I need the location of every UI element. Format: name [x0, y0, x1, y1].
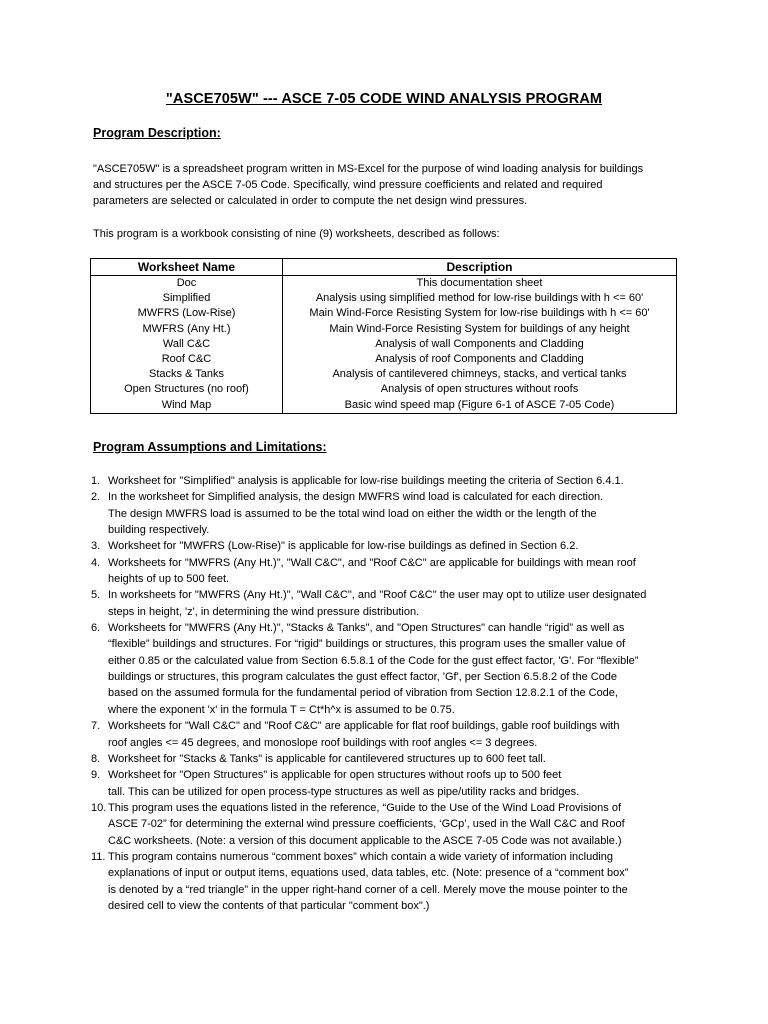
table-header-row [91, 259, 677, 276]
worksheet-name-cell: Stacks & Tanks [91, 367, 283, 382]
list-item-line: Worksheet for "Open Structures" is applicable for open structures without roofs up to 500 feet [108, 769, 562, 782]
list-item-line: ASCE 7-02” for determining the external wind pressure coefficients, ‘GCp’, used in the Wall C&C and Roof [108, 818, 625, 831]
list-item-number: 7. [91, 720, 101, 733]
worksheet-description-cell: Analysis of open structures without roofs [283, 382, 677, 397]
list-item-line: roof angles <= 45 degrees, and monoslope roof buildings with roof angles <= 3 degrees. [108, 736, 538, 749]
table-row [91, 337, 677, 352]
list-item-number: 11. [91, 850, 106, 863]
worksheet-description-cell: Analysis of wall Components and Cladding [283, 337, 677, 352]
list-item-number: 6. [91, 622, 101, 635]
worksheet-name-cell: Roof C&C [91, 352, 283, 367]
worksheet-name-cell: Wind Map [91, 398, 283, 414]
document-title: "ASCE705W" --- ASCE 7-05 CODE WIND ANALYSIS PROGRAM [165, 91, 603, 107]
list-item-number: 8. [91, 752, 101, 765]
list-item-number: 3. [91, 540, 101, 553]
list-item-number: 10. [91, 801, 107, 814]
worksheet-name-cell: Simplified [91, 291, 283, 306]
program-description-heading: Program Description: [93, 126, 221, 140]
list-item-line: building respectively. [108, 524, 210, 537]
list-item [91, 473, 691, 489]
assumptions-heading: Program Assumptions and Limitations: [93, 440, 327, 454]
list-item [91, 800, 691, 849]
description-line: and structures per the ASCE 7-05 Code. Specifically, wind pressure coefficients and related and required [93, 179, 603, 191]
column-header-description: Description [283, 259, 677, 276]
list-item [91, 555, 691, 588]
table-row [91, 322, 677, 337]
worksheet-name-cell: MWFRS (Any Ht.) [91, 322, 283, 337]
list-item-line: The design MWFRS load is assumed to be the total wind load on either the width or the length of the [108, 507, 597, 520]
list-item [91, 849, 691, 914]
list-item-number: 2. [91, 491, 101, 504]
list-item-line: based on the assumed formula for the fundamental period of vibration from Section 12.8.2.1 of the Code, [108, 687, 618, 700]
worksheet-table [90, 258, 677, 414]
list-item-line: desired cell to view the contents of that particular "comment box".) [108, 899, 430, 912]
list-item-number: 4. [91, 556, 101, 569]
worksheet-description-cell: Main Wind-Force Resisting System for low-rise buildings with h <= 60' [283, 306, 677, 321]
worksheet-description-cell: Analysis of cantilevered chimneys, stacks, and vertical tanks [283, 367, 677, 382]
column-header-worksheet-name: Worksheet Name [91, 259, 283, 276]
list-item [91, 587, 691, 620]
table-row [91, 352, 677, 367]
list-item [91, 489, 691, 538]
list-item-line: Worksheets for "MWFRS (Any Ht.)", "Wall C&C", and "Roof C&C" are applicable for buildings with mean roof [108, 556, 636, 569]
list-item [91, 538, 691, 554]
list-item-line: is denoted by a “red triangle” in the upper right-hand corner of a cell. Merely move the mouse pointer to the [108, 883, 628, 896]
worksheet-description-cell: Analysis of roof Components and Cladding [283, 352, 677, 367]
description-paragraph [93, 161, 693, 209]
worksheet-description-cell: Basic wind speed map (Figure 6-1 of ASCE 7-05 Code) [283, 398, 677, 414]
list-item-line: heights of up to 500 feet. [108, 573, 230, 586]
list-item-line: explanations of input or output items, equations used, data tables, etc. (Note: presence of a “comment box” [108, 867, 629, 880]
worksheet-description-cell: Main Wind-Force Resisting System for buildings of any height [283, 322, 677, 337]
list-item-line: Worksheets for "Wall C&C" and "Roof C&C" are applicable for flat roof buildings, gable roof buildings with [108, 720, 620, 733]
table-row [91, 306, 677, 321]
table-row [91, 276, 677, 292]
table-row [91, 398, 677, 414]
worksheet-name-cell: Wall C&C [91, 337, 283, 352]
list-item-line: Worksheet for "Simplified" analysis is applicable for low-rise buildings meeting the criteria of Section 6.4.1. [108, 475, 624, 487]
worksheet-name-cell: Open Structures (no roof) [91, 382, 283, 397]
list-item-line: steps in height, 'z', in determining the wind pressure distribution. [108, 605, 420, 618]
list-item-line: Worksheet for "MWFRS (Low-Rise)" is applicable for low-rise buildings as defined in Section 6.2. [108, 540, 579, 553]
list-item-line: This program contains numerous “comment boxes” which contain a wide variety of information including [108, 850, 614, 863]
list-item-number: 1. [91, 475, 101, 487]
workbook-intro-paragraph: This program is a workbook consisting of nine (9) worksheets, described as follows: [93, 228, 500, 240]
description-line: parameters are selected or calculated in order to compute the net design wind pressures. [93, 195, 528, 207]
worksheet-table-body [91, 276, 677, 414]
list-item-line: tall. This can be utilized for open process-type structures as well as pipe/utility racks and bridges. [108, 785, 580, 798]
table-row [91, 367, 677, 382]
list-item-number: 9. [91, 769, 101, 782]
worksheet-name-cell: MWFRS (Low-Rise) [91, 306, 283, 321]
table-row [91, 291, 677, 306]
list-item [91, 751, 691, 767]
list-item-line: “flexible” buildings and structures. For “rigid” buildings or structures, this program uses the smaller value of [108, 638, 626, 651]
list-item-line: This program uses the equations listed in the reference, “Guide to the Use of the Wind Load Provisions of [108, 801, 621, 814]
list-item-line: In the worksheet for Simplified analysis, the design MWFRS wind load is calculated for each direction. [108, 491, 604, 504]
list-item-line: Worksheet for "Stacks & Tanks" is applicable for cantilevered structures up to 600 feet tall. [108, 752, 546, 765]
list-item [91, 620, 691, 718]
worksheet-description-cell: This documentation sheet [283, 276, 677, 292]
list-item [91, 767, 691, 800]
list-item [91, 718, 691, 751]
list-item-line: either 0.85 or the calculated value from Section 6.5.8.1 of the Code for the gust effect factor, 'G'. For “flexible” [108, 654, 639, 667]
list-item-line: buildings or structures, this program calculates the gust effect factor, 'Gf', per Section 6.5.8.2 of the Code [108, 671, 618, 684]
list-item-line: C&C worksheets. (Note: a version of this document applicable to the ASCE 7-05 Code was not available.) [108, 834, 622, 847]
list-item-number: 5. [91, 589, 101, 602]
list-item-line: In worksheets for "MWFRS (Any Ht.)", "Wall C&C", and "Roof C&C" the user may opt to utilize user designated [108, 589, 647, 602]
table-row [91, 382, 677, 397]
description-line: "ASCE705W" is a spreadsheet program written in MS-Excel for the purpose of wind loading analysis for buildings [93, 163, 644, 175]
list-item-line: where the exponent 'x' in the formula T = Ct*h^x is assumed to be 0.75. [108, 703, 455, 716]
assumptions-list [91, 473, 691, 914]
worksheet-name-cell: Doc [91, 276, 283, 292]
worksheet-description-cell: Analysis using simplified method for low-rise buildings with h <= 60' [283, 291, 677, 306]
list-item-line: Worksheets for "MWFRS (Any Ht.)", "Stacks & Tanks", and "Open Structures" can handle “rigid” as well as [108, 622, 625, 635]
